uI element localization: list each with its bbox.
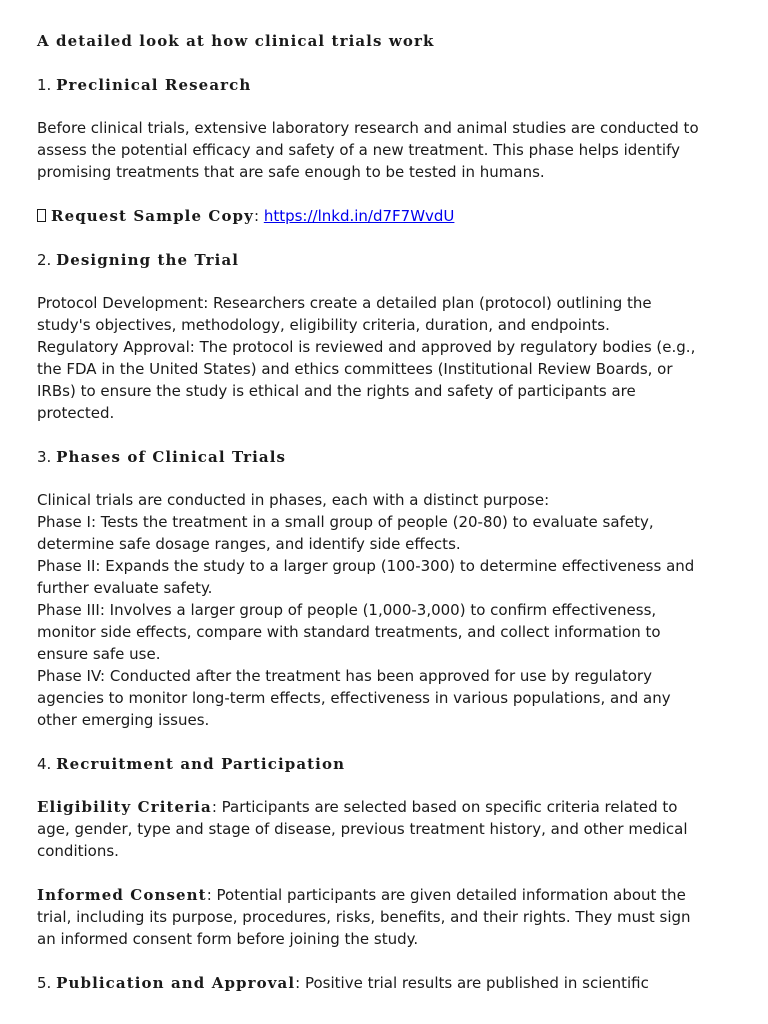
section-3-number: 3	[37, 448, 47, 466]
section-5-number: 5	[37, 974, 47, 992]
paragraph-line: Phase IV: Conducted after the treatment has been approved for use by regulatory	[37, 667, 652, 685]
paragraph-line: Clinical trials are conducted in phases, each with a distinct purpose:	[37, 491, 550, 509]
section-3-heading: 3. Phases of Clinical Trials	[37, 448, 287, 466]
paragraph-line: an informed consent form before joining the study.	[37, 930, 419, 948]
consent-paragraph	[37, 884, 727, 950]
section-1-title: Preclinical Research	[56, 76, 252, 94]
paragraph-line: study's objectives, methodology, eligibility criteria, duration, and endpoints.	[37, 316, 610, 334]
section-5-title: Publication and Approval	[56, 974, 296, 992]
section-2-number: 2	[37, 251, 47, 269]
paragraph-line: agencies to monitor long-term effects, effectiveness in various populations, and any	[37, 689, 671, 707]
paragraph-line: : Participants are selected based on specific criteria related to	[211, 798, 678, 816]
sample-copy-separator: :	[253, 207, 260, 225]
paragraph-line: the FDA in the United States) and ethics committees (Institutional Review Boards, or	[37, 360, 673, 378]
eligibility-paragraph	[37, 796, 727, 862]
paragraph-line: : Potential participants are given detailed information about the	[206, 886, 686, 904]
paragraph-line: Protocol Development: Researchers create a detailed plan (protocol) outlining the	[37, 294, 652, 312]
section-3-paragraph	[37, 489, 727, 731]
paragraph-line: IRBs) to ensure the study is ethical and the rights and safety of participants are	[37, 382, 636, 400]
section-5-line: 5. Publication and Approval: Positive trial results are published in scientific	[37, 974, 649, 992]
document-title	[37, 30, 727, 52]
sample-copy-line	[37, 205, 727, 227]
paragraph-line: other emerging issues.	[37, 711, 210, 729]
eligibility-term: Eligibility Criteria	[37, 798, 212, 816]
paragraph-line: trial, including its purpose, procedures, risks, benefits, and their rights. They must sign	[37, 908, 691, 926]
sample-copy-label: Request Sample Copy	[51, 207, 254, 225]
paragraph-line: assess the potential efficacy and safety of a new treatment. This phase helps identify	[37, 141, 680, 159]
paragraph-line: age, gender, type and stage of disease, previous treatment history, and other medical	[37, 820, 688, 838]
paragraph-line: protected.	[37, 404, 115, 422]
section-1-number: 1	[37, 76, 47, 94]
paragraph-line: conditions.	[37, 842, 119, 860]
section-2-paragraph	[37, 292, 727, 424]
paragraph-line: : Positive trial results are published in scientific	[295, 974, 649, 992]
missing-glyph-icon	[37, 209, 46, 222]
paragraph-line: Phase III: Involves a larger group of people (1,000-3,000) to confirm effectiveness,	[37, 601, 657, 619]
document-title-text: A detailed look at how clinical trials work	[37, 32, 435, 50]
paragraph-line: Phase I: Tests the treatment in a small group of people (20-80) to evaluate safety,	[37, 513, 654, 531]
paragraph-line: Phase II: Expands the study to a larger group (100-300) to determine effectiveness and	[37, 557, 695, 575]
section-3-title: Phases of Clinical Trials	[56, 448, 287, 466]
section-2-title: Designing the Trial	[56, 251, 240, 269]
section-4-title: Recruitment and Participation	[56, 755, 346, 773]
section-4-number: 4	[37, 755, 47, 773]
sample-copy-link[interactable]: https://lnkd.in/d7F7WvdU	[263, 207, 455, 225]
paragraph-line: monitor side effects, compare with standard treatments, and collect information to	[37, 623, 661, 641]
paragraph-line: determine safe dosage ranges, and identify side effects.	[37, 535, 461, 553]
paragraph-line: Regulatory Approval: The protocol is reviewed and approved by regulatory bodies (e.g.,	[37, 338, 696, 356]
section-4-heading: 4. Recruitment and Participation	[37, 755, 346, 773]
section-1-paragraph	[37, 117, 727, 183]
paragraph-line: promising treatments that are safe enough to be tested in humans.	[37, 163, 545, 181]
paragraph-line: further evaluate safety.	[37, 579, 213, 597]
paragraph-line: ensure safe use.	[37, 645, 161, 663]
consent-term: Informed Consent	[37, 886, 207, 904]
section-2-heading: 2. Designing the Trial	[37, 251, 240, 269]
section-1-heading: 1. Preclinical Research	[37, 76, 252, 94]
paragraph-line: Before clinical trials, extensive laboratory research and animal studies are conducted to	[37, 119, 699, 137]
